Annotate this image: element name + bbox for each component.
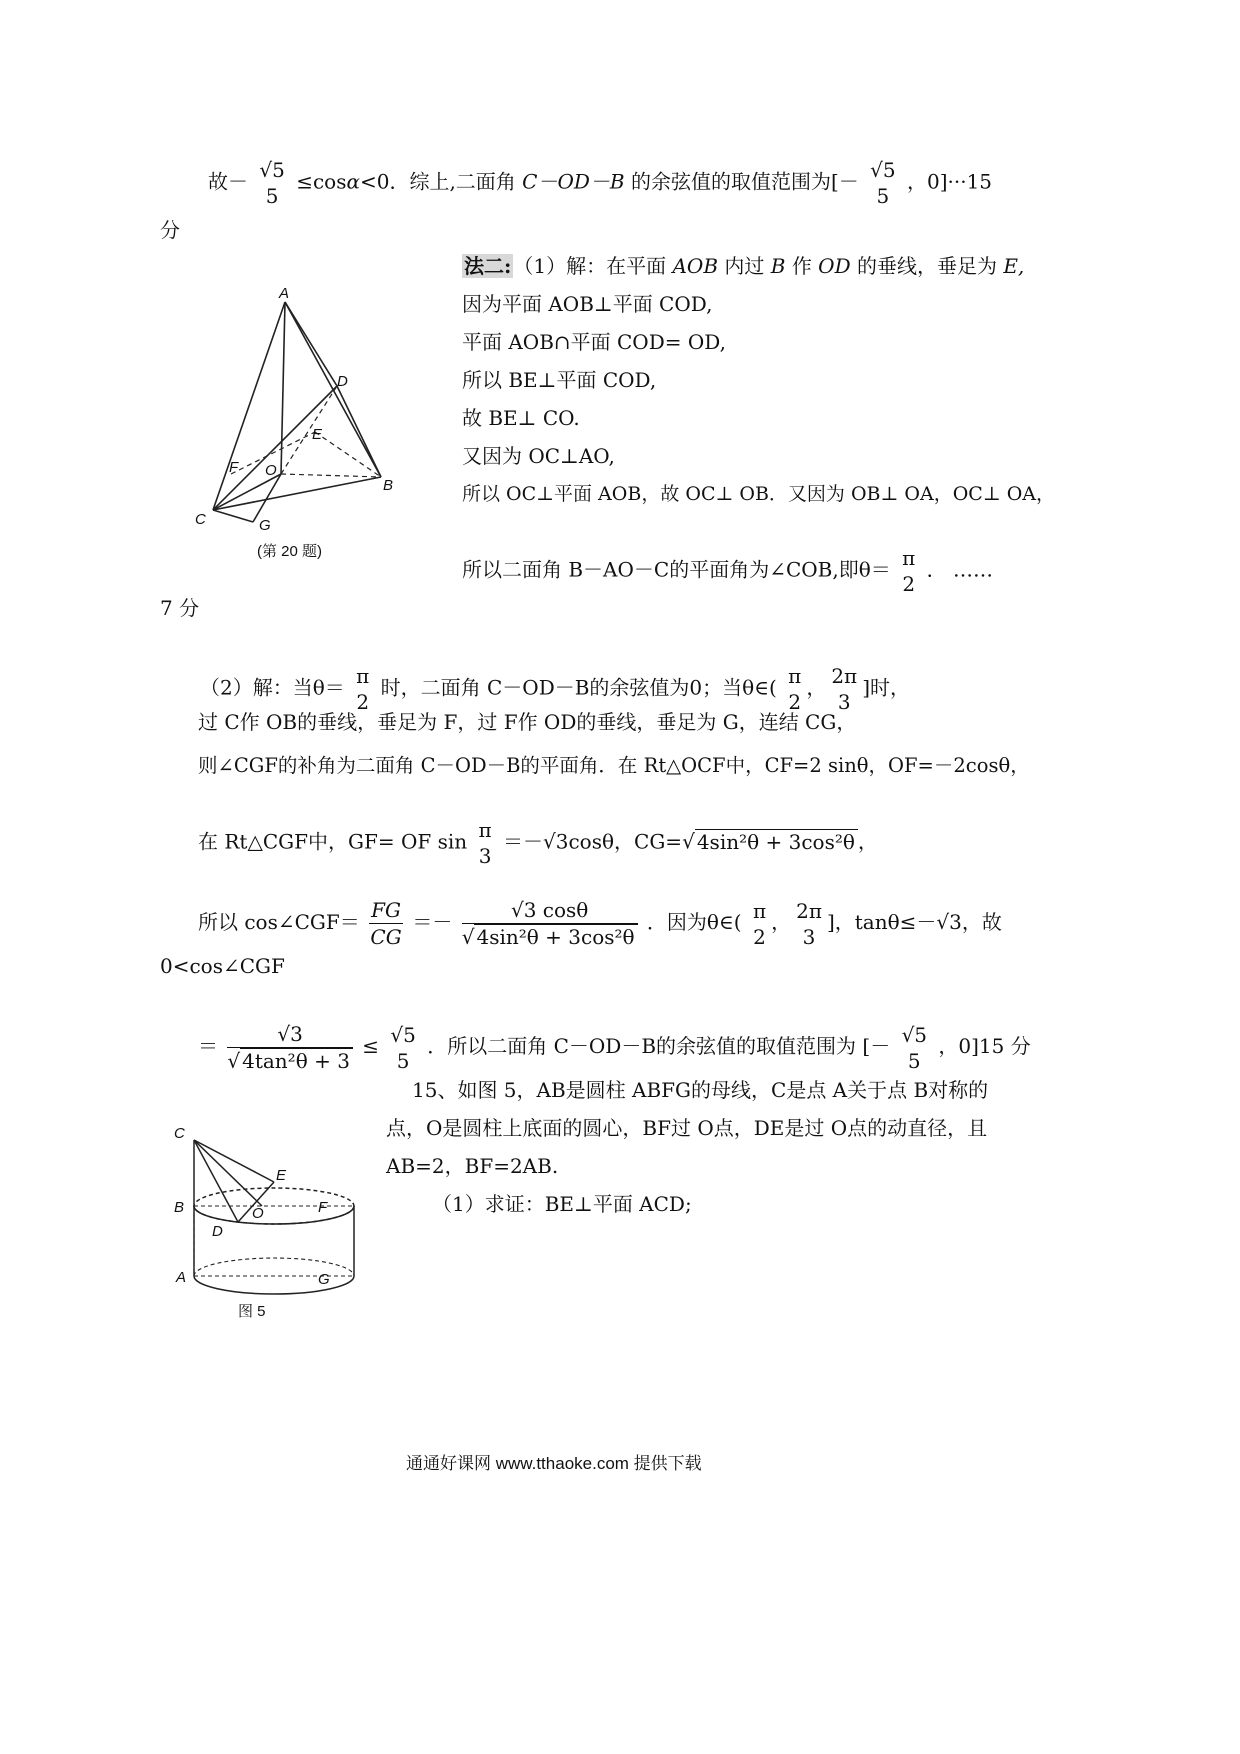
label-F2: F <box>318 1199 328 1216</box>
method2-line-3: 平面 AOB∩平面 COD= OD, <box>462 330 726 354</box>
label-A: A <box>279 285 290 302</box>
frac-pi-over-2-d: π 2 <box>752 898 767 949</box>
part2-line-5: 所以 cos∠CGF＝ $\frac{FG}{CG}$ ＝－ $\frac{√3 \cos\theta}{\text{√ 4sin²θ + 3cos²θ}}$ ．因为θ∈( π 2 ， 2π 3 ]，tanθ≤－√3，故 <box>198 898 1002 949</box>
part2-line-3: 则∠CGF的补角为二面角 C－OD－B的平面角．在 Rt△OCF中，CF=2 sinθ，OF=－2cosθ， <box>198 754 1030 777</box>
part2-line-1: （2）解：当θ＝ π 2 时，二面角 C－OD－B的余弦值为0；当θ∈( π 2 ， 2π 3 ]时， <box>200 664 911 714</box>
figure-cylinder <box>168 1118 358 1328</box>
part2-line-4: 在 Rt△CGF中，GF= OF sin π 3 ＝－√3cosθ，CG=√ 4sin²θ + 3cos²θ ， <box>198 818 878 868</box>
method2-line-5: 故 BE⊥ CO. <box>462 406 580 430</box>
method2-heading: 法二: <box>464 254 512 278</box>
frac-2pi-over-3: 2π 3 <box>831 664 858 714</box>
label-A2: A <box>176 1269 187 1286</box>
frac-cos-cgf: $\frac{√3 \cos\theta}{\text{√ 4sin²θ + 3cos²θ}}$ <box>462 900 638 947</box>
method2-line-4: 所以 BE⊥平面 COD, <box>462 368 657 392</box>
label-C: C <box>195 511 206 528</box>
label-O2: O <box>252 1205 264 1222</box>
method2-line-7: 所以 OC⊥平面 AOB，故 OC⊥ OB．又因为 OB⊥ OA，OC⊥ OA， <box>462 483 1056 505</box>
label-B: B <box>383 477 394 494</box>
radical-cg: 4sin²θ + 3cos²θ <box>695 829 858 854</box>
frac-fg-over-cg: $\frac{FG}{CG}$ <box>370 898 402 949</box>
frac-sqrt5-over-5-d: √5 5 <box>901 1022 928 1073</box>
frac-sqrt5-over-5-b: √5 5 <box>870 158 896 208</box>
label-D: D <box>337 373 348 390</box>
figure-pyramid <box>185 282 415 562</box>
label-B2: B <box>174 1199 185 1216</box>
frac-2pi-over-3-b: 2π 3 <box>796 898 822 949</box>
figure1-caption: (第 20 题) <box>257 543 323 560</box>
text-7-fen: 7 分 <box>160 596 200 620</box>
problem15-line-3: AB=2，BF=2AB. <box>386 1154 559 1178</box>
figure2-caption: 图 5 <box>238 1303 266 1320</box>
label-E2: E <box>276 1167 287 1184</box>
frac-sqrt3-over-tan: $\frac{√3}{\text{√ 4tan²θ + 3}}$ <box>227 1024 353 1071</box>
footer-text: 通通好课网 www.tthaoke.com 提供下载 <box>406 1454 702 1473</box>
part2-line-2: 过 C作 OB的垂线，垂足为 F，过 F作 OD的垂线，垂足为 G，连结 CG， <box>198 710 857 734</box>
problem15-line-2: 点，O是圆柱上底面的圆心，BF过 O点，DE是过 O点的动直径，且 <box>386 1116 988 1140</box>
label-G: G <box>259 517 271 534</box>
frac-pi-over-3: π 3 <box>478 818 492 868</box>
problem15-line-1: 15、如图 5，AB是圆柱 ABFG的母线，C是点 A关于点 B对称的 <box>412 1078 989 1102</box>
problem15-line-4: （1）求证：BE⊥平面 ACD; <box>432 1192 692 1216</box>
label-D2: D <box>212 1223 223 1240</box>
frac-pi-over-2-c: π 2 <box>788 664 802 714</box>
label-C2: C <box>174 1125 185 1142</box>
part2-line-7: ＝ $\frac{√3}{\text{√ 4tan²θ + 3}}$ ≤ √5 5 ．所以二面角 C－OD－B的余弦值的取值范围为 [－ √5 5 ，0]15 分 <box>198 1022 1031 1073</box>
frac-pi-over-2: π 2 <box>902 546 916 596</box>
method2-line-1: 法二: （1）解：在平面 AOB 内过 B 作 OD 的垂线，垂足为 E, <box>464 254 1025 278</box>
part2-line-6: 0<cos∠CGF <box>160 954 285 978</box>
text-line-2: 分 <box>160 218 180 242</box>
frac-pi-over-2-b: π 2 <box>356 664 370 714</box>
frac-sqrt5-over-5-c: √5 5 <box>390 1022 416 1073</box>
label-G2: G <box>318 1271 330 1288</box>
label-E: E <box>312 426 323 443</box>
method2-line-2: 因为平面 AOB⊥平面 COD, <box>462 292 713 316</box>
method2-line-8: 所以二面角 B－AO－C的平面角为∠COB,即θ＝ π 2 ． …… <box>462 546 993 596</box>
text-line-1: 故－ √5 5 ≤cosα<0．综上,二面角 C－OD－B 的余弦值的取值范围为[－ √5 5 ，0]···15 <box>208 158 993 208</box>
label-O: O <box>265 462 277 479</box>
frac-sqrt5-over-5: √5 5 <box>259 158 285 208</box>
label-F: F <box>229 459 239 476</box>
method2-line-6: 又因为 OC⊥AO, <box>462 444 615 468</box>
